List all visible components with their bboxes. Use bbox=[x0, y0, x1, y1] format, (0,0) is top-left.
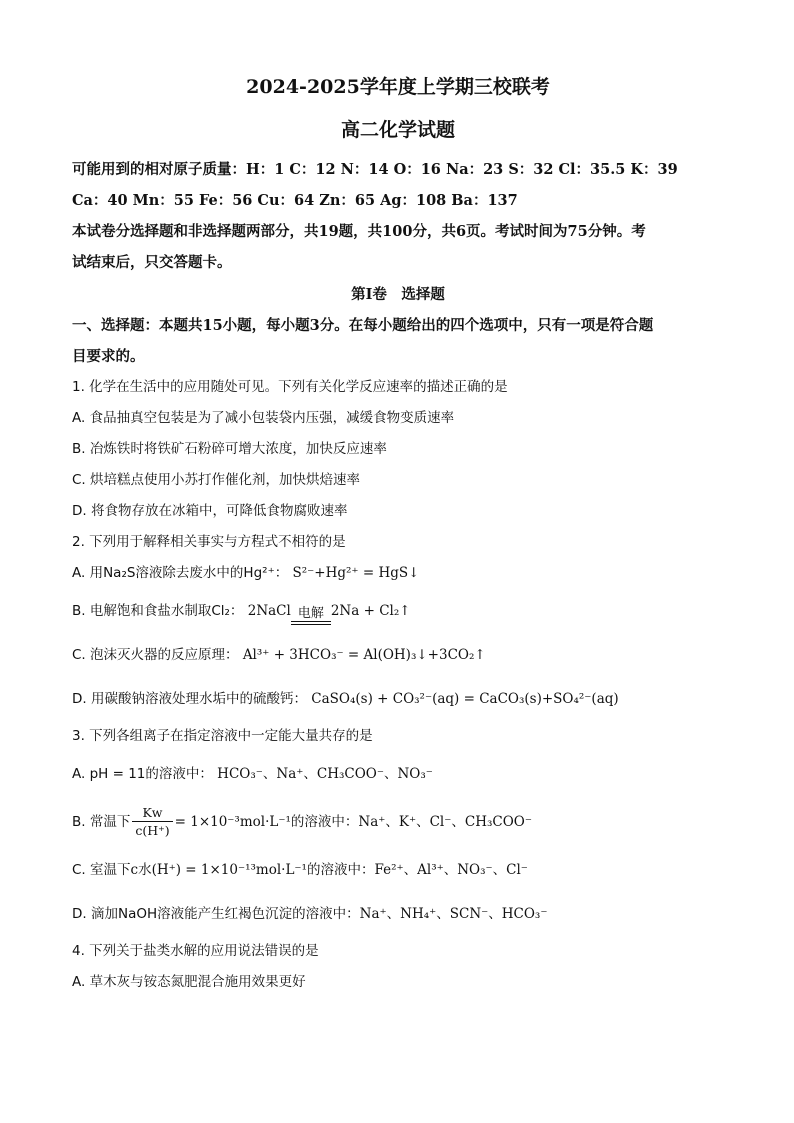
q3-b-ions: Na⁺、K⁺、Cl⁻、CH₃COO⁻ bbox=[358, 814, 532, 830]
q2-d-text: D. 用碳酸钠溶液处理水垢中的硫酸钙： bbox=[72, 691, 307, 707]
exam-subject-title: 高二化学试题 bbox=[340, 119, 455, 141]
atomic-masses-line-2: Ca：40 Mn：55 Fe：56 Cu：64 Zn：65 Ag：108 Ba：137 bbox=[72, 192, 518, 209]
q2-c-text: C. 泡沫灭火器的反应原理： bbox=[72, 647, 239, 663]
q3-d-text: D. 滴加NaOH溶液能产生红褐色沉淀的溶液中： bbox=[72, 906, 360, 922]
q2-b-condition-label: 电解 bbox=[297, 606, 324, 621]
q2-b-text: B. 电解饱和食盐水制取Cl₂： bbox=[72, 603, 244, 619]
q4-stem: 4. 下列关于盐类水解的应用说法错误的是 bbox=[72, 943, 319, 959]
q2-option-b bbox=[72, 589, 724, 633]
q2-stem: 2. 下列用于解释相关事实与方程式不相符的是 bbox=[72, 534, 346, 550]
q3-a-ions: HCO₃⁻、Na⁺、CH₃COO⁻、NO₃⁻ bbox=[217, 766, 433, 782]
q3-a-text: A. pH = 11的溶液中： bbox=[72, 766, 213, 782]
q3-c-ions: Fe²⁺、Al³⁺、NO₃⁻、Cl⁻ bbox=[374, 862, 528, 878]
q1-option-c: C. 烘培糕点使用小苏打作催化剂，加快烘焙速率 bbox=[72, 472, 361, 488]
q2-b-condition bbox=[291, 607, 331, 633]
q2-b-equals-sign bbox=[291, 621, 331, 625]
exam-page bbox=[72, 64, 724, 998]
q2-option-c bbox=[72, 633, 724, 677]
q3-b-value: = 1×10⁻³mol·L⁻¹ bbox=[174, 814, 291, 830]
exam-title: 2024-2025学年度上学期三校联考 bbox=[246, 76, 550, 98]
q3-c-pre: C. 室温下 bbox=[72, 862, 131, 878]
q4-option-a: A. 草木灰与铵态氮肥混合施用效果更好 bbox=[72, 974, 306, 990]
q3-b-denominator: c(H⁺) bbox=[135, 822, 170, 838]
instructions-line-1: 本试卷分选择题和非选择题两部分，共19题，共100分，共6页。考试时间为75分钟。考 bbox=[72, 223, 646, 240]
q3-b-numerator: Kw bbox=[132, 805, 172, 822]
q3-option-a bbox=[72, 752, 724, 796]
q3-c-expression: c水(H⁺) = 1×10⁻¹³mol·L⁻¹ bbox=[130, 862, 307, 878]
q3-b-pre: B. 常温下 bbox=[72, 814, 131, 830]
q2-option-d bbox=[72, 677, 724, 721]
q1-stem: 1. 化学在生活中的应用随处可见。下列有关化学反应速率的描述正确的是 bbox=[72, 379, 508, 395]
q2-b-left: 2NaCl bbox=[247, 603, 291, 619]
q3-stem: 3. 下列各组离子在指定溶液中一定能大量共存的是 bbox=[72, 728, 373, 744]
q3-option-d bbox=[72, 892, 724, 936]
instructions-line-2: 试结束后，只交答题卡。 bbox=[72, 254, 232, 271]
q1-option-a: A. 食品抽真空包装是为了减小包装袋内压强，减缓食物变质速率 bbox=[72, 410, 455, 426]
q2-d-equation: CaSO₄(s) + CO₃²⁻(aq) = CaCO₃(s)+SO₄²⁻(aq) bbox=[311, 691, 619, 707]
part1-intro-line-1: 一、选择题：本题共15小题，每小题3分。在每小题给出的四个选项中，只有一项是符合题 bbox=[72, 317, 654, 334]
part1-intro-line-2: 目要求的。 bbox=[72, 348, 145, 365]
q2-option-a bbox=[72, 558, 724, 589]
q3-b-post: 的溶液中： bbox=[290, 814, 359, 830]
q3-d-ions: Na⁺、NH₄⁺、SCN⁻、HCO₃⁻ bbox=[359, 906, 548, 922]
q3-option-b bbox=[72, 796, 724, 848]
q3-option-c bbox=[72, 848, 724, 892]
q2-c-equation: Al³⁺ + 3HCO₃⁻ = Al(OH)₃↓+3CO₂↑ bbox=[242, 647, 486, 663]
atomic-masses-line-1: 可能用到的相对原子质量：H：1 C：12 N：14 O：16 Na：23 S：32 Cl：35.5 K：39 bbox=[72, 161, 678, 178]
q2-a-equation: S²⁻+Hg²⁺ = HgS↓ bbox=[292, 565, 420, 581]
q2-a-text: A. 用Na₂S溶液除去废水中的Hg²⁺： bbox=[72, 565, 289, 581]
q1-option-d: D. 将食物存放在冰箱中，可降低食物腐败速率 bbox=[72, 503, 348, 519]
part1-heading: 第Ⅰ卷 选择题 bbox=[351, 286, 445, 303]
q2-b-right: 2Na + Cl₂↑ bbox=[330, 603, 411, 619]
q3-c-post: 的溶液中： bbox=[306, 862, 375, 878]
q1-option-b: B. 冶炼铁时将铁矿石粉碎可增大浓度，加快反应速率 bbox=[72, 441, 387, 457]
q3-b-fraction bbox=[132, 805, 172, 840]
